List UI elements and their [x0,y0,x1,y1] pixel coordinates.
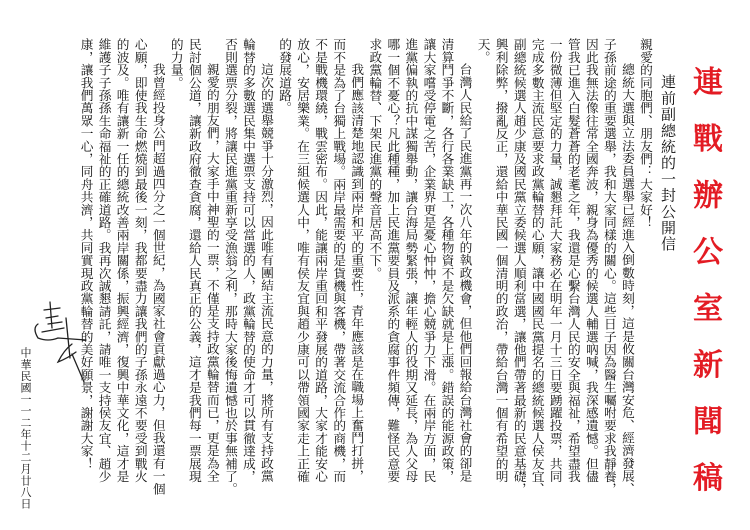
letter-subtitle: 連前副總統的一封公開信 [659,74,677,253]
text-column: 進黨偏執的抗中謀獨舉動，讓台海局勢緊張，讓年輕人的役期又延長，為人父母 [403,38,419,483]
text-column: 完成多數主流民意要求政黨輪替的心願，讓中國國民黨提名的總統候選人侯友宜、 [529,38,545,496]
letter-body [77,38,655,508]
text-column: 康，讓我們萬眾一心，同舟共濟，共同實現政黨輪替的美好願景，謝謝大家！ [78,38,94,470]
text-column: 讓大家嚐受停電之苦，企業界更是憂心忡忡，擔心競爭力下滑。在兩岸方面，民 [421,38,437,483]
letter-date: 中華民國一一二年十二月廿八日 [19,347,32,510]
text-column: 求政黨輪替、下架民進黨的聲音居高不下。 [367,38,383,280]
text-column: 不是戰機環繞，戰雲密布。因此，能讓兩岸重回和平發展的道路，大家才能安心 [313,38,329,483]
press-release-title: 連戰辦公室新聞稿 [687,66,722,518]
text-column: 管我已進入白髮蒼蒼的老耄之年，我還是心繫台灣人民的安全與福祉，希望盡我 [565,38,581,483]
text-column: 我們應該清楚地認識到兩岸和平的重要性，青年應該是在職場上奮鬥打拼， [349,63,365,483]
text-column: 民討個公道，讓新政府徹查貪腐，還給人民真正的公義，這才是我們每一票展現 [186,38,202,483]
text-column: 親愛的朋友們，大家手中神聖的一票，不僅是支持政黨輪替而已，更是為全 [204,63,220,483]
greeting-line: 親愛的同胞們、朋友們：大家好！ [638,38,653,229]
text-column: 的發展道路。 [277,38,293,115]
text-column: 我曾經投身公門超過四分之一個世紀，為國家社會貢獻過心力，但我還有一個 [150,63,166,496]
text-column: 的波及。唯有讓新一任的總統改善兩岸關係，振興經濟，復興中華文化，這才是 [114,38,130,483]
text-column: 副總統候選人趙少康及國民黨立委候選人順利當選，讓他們帶著最新的民意基礎， [511,38,527,496]
text-column: 心願，即使我生命燃燒到最後一刻，我都要盡力讓我們的子孫永遠不要受到戰火 [132,38,148,483]
text-column: 子孫前途的重要選舉，我和大家同樣的關心。這些日子因為醫生囑咐要求我靜養， [601,38,617,496]
text-column: 輪替的多數選民集中選票支持可以當選的人，政黨輪替的使命才可以貫徹達成， [240,38,256,483]
text-column: 的力量。 [168,38,184,89]
handwritten-signature [28,298,88,383]
text-column: 總統大選與立法委員選舉已經進入倒數時刻，這是攸關台灣安危、經濟發展、 [619,63,635,496]
text-column: 而不是為了台獨上戰場。兩岸最需要的是貨機與客機，帶著交流合作的商機，而 [331,38,347,483]
text-column: 哪一個不憂心？凡此種種，加上民進黨要員及派系的貪腐事件頻傳，難怪民意要 [385,38,401,483]
text-column: 維護子子孫孫生命福祉的正確道路。我再次誠懇請託，請唯一支持侯友宜、趙少 [96,38,112,483]
text-column: 否則選票分裂，將讓民進黨重新享受漁翁之利，那時大家後悔遺憾也於事無補了。 [222,38,238,496]
text-column: 放心，安居樂業。在三組候選人中，唯有侯友宜與趙少康可以帶領國家走上正確 [295,38,311,483]
text-column: 因此我無法像往常全國奔波，親身為優秀的候選人輔選吶喊，我深感遺憾。但儘 [583,38,599,483]
text-column: 興利除弊，撥亂反正，還給中華民國一個清明的政治，帶給台灣一個有希望的明 [493,38,509,483]
text-column: 台灣人民給了民進黨再一次八年的執政機會，但他們回報給台灣社會的卻是 [457,63,473,483]
text-column: 這次的選舉競爭十分激烈，因此唯有團結主流民意的力量，將所有支持政黨 [259,63,275,483]
text-column: 天。 [475,38,491,64]
text-column: 一份微薄但堅定的力量，誠懇拜託大家務必在明年一月十三日要踴躍投票，共同 [547,38,563,483]
text-column: 清算鬥爭不斷，各行各業缺工，各種物資不是欠缺就是上漲。錯誤的能源政策， [439,38,455,483]
